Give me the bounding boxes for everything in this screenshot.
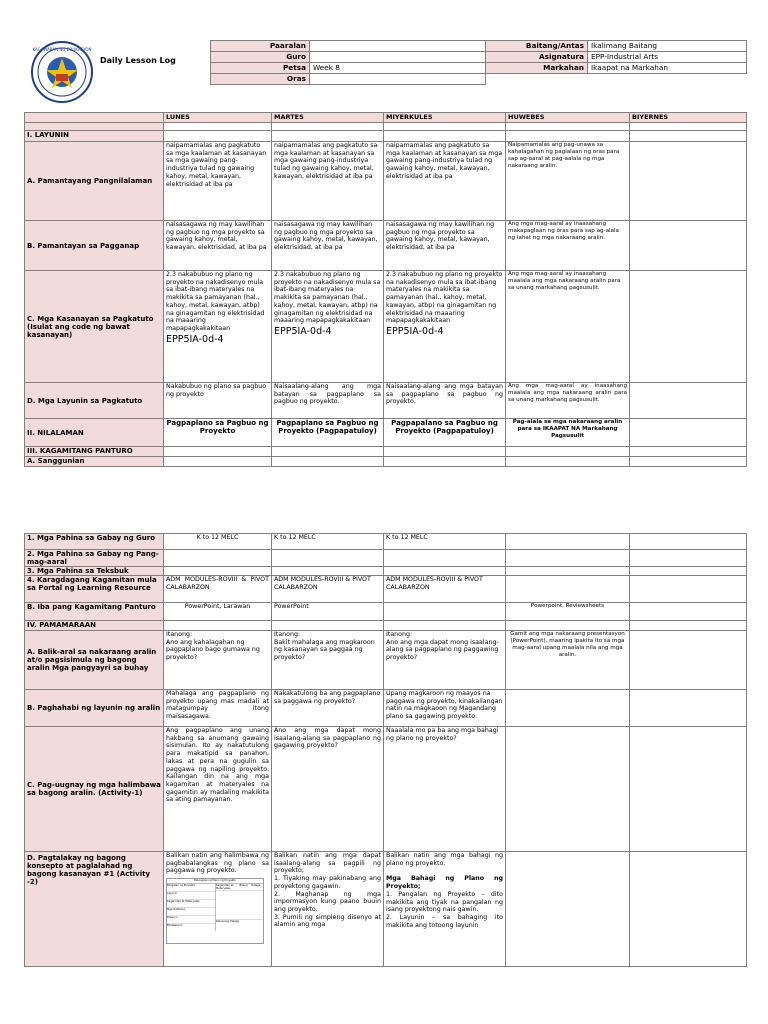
header-info-table bbox=[210, 40, 747, 85]
cell-text: Ano ang mga dapat mong isaalang-alang sa pagpaplano ng paggawing proyekto? bbox=[386, 638, 499, 662]
markahan-label: Markahan bbox=[486, 63, 588, 74]
oras-label: Oras bbox=[211, 74, 310, 85]
cell-text: Balikan natin ang mga dapat isaalang-alang sa pagpili ng proyekto; bbox=[274, 852, 381, 875]
plan-form-row: Kagamitan at Materyales bbox=[167, 900, 215, 908]
oras-value[interactable] bbox=[310, 74, 486, 85]
cell-text: Itanong: bbox=[274, 631, 301, 638]
cell-pa-martes[interactable] bbox=[272, 631, 384, 690]
cell-text: Mga Bahagi ng Plano ng Proyekto; bbox=[386, 875, 503, 891]
svg-text:KAGAWARAN NG EDUKASYON: KAGAWARAN NG EDUKASYON bbox=[32, 47, 92, 52]
page-title: Daily Lesson Log bbox=[100, 56, 176, 65]
competency-code: EPP5IA-0d-4 bbox=[166, 333, 224, 345]
row-label-layunin-sa-pagkatuto: D. Mga Layunin sa Pagkatuto bbox=[25, 383, 164, 419]
row-label-kagamitang-panturo: III. KAGAMITANG PANTURO bbox=[25, 447, 164, 457]
row-label-gabay-ng-guro: 1. Mga Pahina sa Gabay ng Guro bbox=[25, 534, 164, 550]
row-label-nilalaman: II. NILALAMAN bbox=[25, 419, 164, 447]
plan-form-col: Kagamitan at Materyales bbox=[216, 883, 234, 890]
row-label-pamantayan-sa-pagganap: B. Pamantayan sa Pagganap bbox=[25, 221, 164, 271]
cell-r4-martes[interactable]: ADM MODULES-ROVIII & PIVOT CALABARZON bbox=[272, 576, 384, 603]
row-label-gabay-pang-mag-aaral: 2. Mga Pahina sa Gabay ng Pang-mag-aaral bbox=[25, 550, 164, 567]
cell-pc-martes[interactable]: Ano ang mga dapat mong isaalang-alang sa pagpaplano ng gagawing proyekto? bbox=[272, 727, 384, 852]
lesson-table-1 bbox=[24, 112, 747, 467]
day-header-miyerkules: MIYERKULES bbox=[384, 113, 506, 123]
cell-nilalaman-martes[interactable]: Pagpaplano sa Pagbuo ng Proyekto (Pagpapatuloy) bbox=[272, 419, 384, 447]
cell-a-biyernes[interactable] bbox=[630, 142, 747, 221]
plan-form-col: Bilang bbox=[239, 883, 248, 887]
day-header-huwebes: HUWEBES bbox=[506, 113, 630, 123]
row-label-paghahabi: B. Paghahabi ng layunin ng aralin bbox=[25, 690, 164, 727]
competency-code: EPP5IA-0d-4 bbox=[386, 325, 444, 337]
petsa-label: Petsa bbox=[211, 63, 310, 74]
cell-pa-lunes[interactable] bbox=[164, 631, 272, 690]
cell-d-biyernes[interactable] bbox=[630, 383, 747, 419]
cell-text: 1. Pangalan ng Proyekto – dito makikita ang tiyak na pangalan ng isang proyektong nais gawin. bbox=[386, 890, 503, 914]
cell-b-lunes[interactable]: naisasagawa ng may kawilihan ng pagbuo ng mga proyekto sa gawaing kahoy, metal, kawayan, elektrisidad, at iba pa bbox=[164, 221, 272, 271]
paaralan-label: Paaralan bbox=[211, 41, 310, 52]
cell-r4-miyerkules[interactable]: ADM MODULES-ROVIII & PIVOT CALABARZON bbox=[384, 576, 506, 603]
day-header-martes: MARTES bbox=[272, 113, 384, 123]
cell-d-miyerkules[interactable]: Naisaalang-alang ang mga batayan sa pagpaplano sa pagbuo ng proyekto. bbox=[384, 383, 506, 419]
layunin-heading: I. LAYUNIN bbox=[25, 131, 164, 142]
cell-b-biyernes[interactable] bbox=[630, 221, 747, 271]
cell-pc-miyerkules[interactable]: Naaalala mo pa ba ang mga bahagi ng plano ng proyekto? bbox=[384, 727, 506, 852]
paaralan-value[interactable] bbox=[310, 41, 486, 52]
cell-r1-martes[interactable]: K to 12 MELC bbox=[272, 534, 384, 550]
cell-c-lunes[interactable] bbox=[164, 271, 272, 383]
cell-pb-lunes[interactable]: Mahalaga ang pagpaplano ng proyekto upang mas madali at matagumpay itong maisasagawa. bbox=[164, 690, 272, 727]
row-label-pamantayang-pangnilalaman: A. Pamantayang Pangnilalaman bbox=[25, 142, 164, 221]
plan-form-image bbox=[166, 878, 264, 944]
plan-form-row: Pangalan ng Proyekto bbox=[167, 884, 215, 892]
cell-d-lunes[interactable]: Nakabubuo ng plano sa pagbuo ng proyekto bbox=[164, 383, 272, 419]
plan-form-row: Layunin bbox=[167, 892, 215, 900]
row-label-teksbuk: 3. Mga Pahina sa Teksbuk bbox=[25, 567, 164, 576]
guro-value[interactable] bbox=[310, 52, 486, 63]
cell-r4-lunes[interactable]: ADM MODULES-ROVIII & PIVOT CALABARZON bbox=[164, 576, 272, 603]
cell-b-martes[interactable]: naisasagawa ng may kawilihan ng pagbuo ng mga proyekto sa gawaing kahoy, metal, kawayan, elektrisidad, at iba pa bbox=[272, 221, 384, 271]
plan-form-total: Kabuuang Halaga bbox=[216, 919, 263, 923]
cell-c-biyernes[interactable] bbox=[630, 271, 747, 383]
row-label-pamamaraan: IV. PAMAMARAAN bbox=[25, 621, 164, 631]
cell-b-miyerkules[interactable]: naisasagawa ng may kawilihan ng pagbuo ng mga proyekto sa gawaing kahoy, metal, kawayan, elektrisidad, at iba pa bbox=[384, 221, 506, 271]
cell-pb-martes[interactable]: Nakakatulong ba ang pagpaplano sa paggawa ng proyekto? bbox=[272, 690, 384, 727]
cell-a-miyerkules[interactable]: naipamamalas ang pagkatuto sa mga kaalaman at kasanayan sa mga gawaing pang-industriya tulad ng gawaing kahoy, metal, kawayan, elektrisidad at iba pa bbox=[384, 142, 506, 221]
petsa-value[interactable]: Week 8 bbox=[310, 63, 486, 74]
baitang-label: Baitang/Antas bbox=[486, 41, 588, 52]
row-label-pagtalakay: D. Pagtalakay ng bagong konsepto at paglalahad ng bagong kasanayan #1 (Activity -2) bbox=[25, 852, 164, 967]
plan-form-row: Ebalwasyon bbox=[167, 923, 183, 927]
cell-d-huwebes[interactable]: Ang mga mag-aaral ay inaasahang maalala ang mga nakaraang aralin para sa unang markahang pagsusulit. bbox=[506, 383, 630, 419]
cell-text: Bakit mahalaga ang magkaroon ng kasanayan sa paggaa ng proyekto? bbox=[274, 638, 375, 662]
cell-pd-lunes[interactable] bbox=[164, 852, 272, 967]
plan-form-row: Mga Hakbang bbox=[167, 908, 215, 916]
cell-text: Itanong: bbox=[166, 631, 193, 638]
cell-text: Itanong: bbox=[386, 631, 413, 638]
cell-c-huwebes[interactable]: Ang mga mag-aaral ay inaasahang maalala ang mga nakaraang aralin para sa unang markahang pagsusulit. bbox=[506, 271, 630, 383]
cell-nilalaman-huwebes[interactable]: Pag-alala sa mga nakaraang aralin para sa IKAAPAT NA Markahang Pagsusulit bbox=[506, 419, 630, 447]
competency-code: EPP5IA-0d-4 bbox=[274, 325, 332, 337]
cell-pb-miyerkules[interactable]: Upang magkaroon ng maayos na paggawa ng proyekto, kinakailangan natin na magkaoon ng Magandang plano sa gagawing proyekto. bbox=[384, 690, 506, 727]
cell-c-miyerkules[interactable] bbox=[384, 271, 506, 383]
cell-text: 2. Maghanap ng mga impormasyon kung paano buuin ang proyekto. bbox=[274, 890, 381, 913]
cell-a-huwebes[interactable]: Naipamamalas ang pag-unawa sa kahalagahan ng paglalaan ng oras para sap ag-aaral at pag-aalala ng mga nakaraang aralin. bbox=[506, 142, 630, 221]
corner-cell bbox=[25, 113, 164, 123]
row-label-pag-uugnay: C. Pag-uugnay ng mga halimbawa sa bagong aralin. (Activity-1) bbox=[25, 727, 164, 852]
cell-c-martes[interactable] bbox=[272, 271, 384, 383]
cell-pd-miyerkules[interactable] bbox=[384, 852, 506, 967]
plan-form-col: Halaga bbox=[251, 883, 261, 887]
empty-cell bbox=[588, 74, 747, 85]
cell-b-huwebes[interactable]: Ang mga mag-aaral ay inaasahang makapaglaan ng oras para sap ag-alala ng lahat ng mga nakaraang aralin. bbox=[506, 221, 630, 271]
competency-text: 2.3 nakabubuo ng plano ng proyekto na nakadisenyo mula sa ibat-ibang materyales na makikita sa pamayanan (hal., kahoy, metal, kawayan, atbp) na ginagamitan ng elektrisidad na maaaring mapapagkakakitaan bbox=[386, 271, 503, 325]
cell-nilalaman-lunes[interactable]: Pagpaplano sa Pagbuo ng Proyekto bbox=[164, 419, 272, 447]
baitang-value[interactable]: Ikalimang Baitang bbox=[588, 41, 747, 52]
cell-pc-lunes[interactable]: Ang pagpaplano ang unang hakbang sa anumang gawaing sisimulan. Ito ay nakatutulong para makatipid sa panahon, lakas at pera na gugulin sa paggawa ng napiling proyekto. Kailangan din na ang mga kagamitan at materyales na gagamitin ay madaling makikita sa ating pamayanan. bbox=[164, 727, 272, 852]
day-header-lunes: LUNES bbox=[164, 113, 272, 123]
cell-r1-lunes[interactable]: K to 12 MELC bbox=[164, 534, 272, 550]
competency-text: 2.3 nakabubuo ng plano ng proyekto na nakadisenyo mula sa ibat-ibang materyales na makikita sa pamayanan (hal., kahoy, metal, kawayan, atbp) na ginagamitan ng elektrisidad na maaaring mapapagkakakitaan bbox=[274, 271, 381, 325]
cell-rb-huwebes[interactable]: Powerpoint, Reviewsheets bbox=[506, 603, 630, 621]
row-label-iba-pang-kagamitan: B. Iba pang Kagamitang Panturo bbox=[25, 603, 164, 621]
cell-text: 2. Layunin – sa bahaging ito makikita ang totoong layunin bbox=[386, 913, 503, 929]
row-label-balik-aral: A. Balik-aral sa nakaraang aralin at/o pagsisimula ng bagong aralin Mga pangyayri sa buhay bbox=[25, 631, 164, 690]
plan-form-row: Disenyo bbox=[167, 916, 215, 924]
cell-nilalaman-miyerkules[interactable]: Pagpapalano sa Pagbuo ng Proyekto (Pagpapatuloy) bbox=[384, 419, 506, 447]
row-label-learning-resource: 4. Karagdagang Kagamitan mula sa Portal ng Learning Resource bbox=[25, 576, 164, 603]
deped-logo bbox=[30, 40, 94, 104]
cell-text: 1. Tiyaking may pakinabang ang proyektong gagawin. bbox=[274, 875, 381, 890]
cell-rb-martes[interactable]: PowerPoint bbox=[272, 603, 384, 621]
guro-label: Guro bbox=[211, 52, 310, 63]
cell-text: Balikan natin ang halimbawa ng pagbabalangkas ng plano sa paggawa ng proyekto. bbox=[166, 852, 269, 875]
empty-cell bbox=[486, 74, 588, 85]
cell-r1-miyerkules[interactable]: K to 12 MELC bbox=[384, 534, 506, 550]
plan-form-title: Balangkas ng Plano ng Proyekto bbox=[167, 879, 263, 883]
asignatura-value[interactable]: EPP-Industrial Arts bbox=[588, 52, 747, 63]
cell-nilalaman-biyernes[interactable] bbox=[630, 419, 747, 447]
cell-a-martes[interactable]: naipamamalas ang pagkatuto sa mga kaalaman at kasanayan sa mga gawaing pang-industriya tulad ng gawaing kahoy, metal, kawayan, elektrisidad at iba pa bbox=[272, 142, 384, 221]
lesson-table-2 bbox=[24, 533, 747, 967]
cell-d-martes[interactable]: Naisaalang-alang ang mga batayan sa pagpaplano sa pagbuo ng proyekto. bbox=[272, 383, 384, 419]
row-label-kasanayan-sa-pagkatuto: C. Mga Kasanayan sa Pagkatuto (Isulat ang code ng bawat kasanayan) bbox=[25, 271, 164, 383]
cell-pa-miyerkules[interactable] bbox=[384, 631, 506, 690]
row-label-sanggunian: A. Sanggunian bbox=[25, 457, 164, 467]
cell-pd-martes[interactable] bbox=[272, 852, 384, 967]
asignatura-label: Asignatura bbox=[486, 52, 588, 63]
day-header-biyernes: BIYERNES bbox=[630, 113, 747, 123]
cell-text: Ano ang kahalagahan ng pagpaplano bago gumawa ng proyekto? bbox=[166, 638, 260, 662]
cell-text: 3. Pumili ng simpleng disenyo at alamin ang mga bbox=[274, 913, 381, 929]
cell-text: Balikan natin ang mga bahagi ng plano ng proyekto. bbox=[386, 852, 503, 867]
cell-a-lunes[interactable]: naipamamalas ang pagkatuto sa mga kaalaman at kasanayan sa mga gawaing pang-industriya tulad ng gawaing kahoy, metal, kawayan, elektrisidad at iba pa bbox=[164, 142, 272, 221]
competency-text: 2.3 nakabubuo ng plano ng proyekto na nakadisenyo mula sa ibat-ibang materyales na makikita sa pamayanan (hal., kahoy, metal, kawayan, atbp) na ginagamitan ng elektrisidad na maaaring mapapagkakakitaan bbox=[166, 271, 265, 332]
markahan-value[interactable]: Ikaapat na Markahan bbox=[588, 63, 747, 74]
cell-rb-lunes[interactable]: PowerPoint, Larawan bbox=[164, 603, 272, 621]
cell-pa-huwebes[interactable]: Gamit ang mga nakaraang presentasyon (PowerPoint), maaring ipakita ito sa mga mag-aaral upang maalala nila ang mga aralin. bbox=[506, 631, 630, 690]
